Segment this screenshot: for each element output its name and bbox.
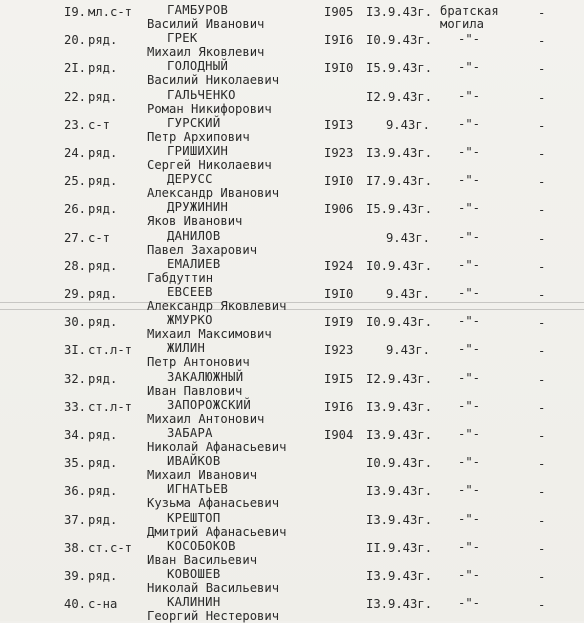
birth-year: I9I0 [324, 287, 354, 301]
surname: ЖИЛИН [167, 341, 206, 356]
list-item [0, 482, 584, 510]
burial-place: -"- [458, 229, 481, 244]
given-names: Петр Антонович [147, 355, 250, 370]
surname: ГУРСКИЙ [167, 115, 221, 130]
burial-place: -"- [458, 427, 481, 441]
surname: ИГНАТЬЕВ [167, 482, 229, 497]
death-date: I3.9.43г. [366, 399, 433, 414]
surname: ГОЛОДНЫЙ [167, 59, 229, 74]
birth-year: I9I6 [324, 33, 354, 48]
birth-year: I9I6 [324, 399, 354, 414]
rank: ряд. [88, 174, 118, 189]
list-item [0, 567, 584, 595]
surname: ДРУЖИНИН [167, 200, 229, 215]
list-item [0, 88, 584, 116]
record-number: 33. [64, 399, 87, 414]
remark-dash: - [538, 231, 546, 246]
remark-dash: - [538, 203, 546, 218]
given-names: Василий Иванович [147, 17, 265, 31]
given-names: Василий Николаевич [147, 73, 280, 88]
given-names: Иван Павлович [147, 383, 243, 398]
record-number: 40. [64, 597, 87, 612]
burial-place: -"- [458, 483, 481, 498]
list-item [0, 257, 584, 285]
burial-place: -"- [458, 596, 481, 611]
remark-dash: - [538, 34, 546, 49]
burial-place: -"- [458, 116, 481, 131]
remark-dash: - [538, 541, 546, 556]
record-number: 37. [64, 512, 87, 527]
given-names: Иван Васильевич [147, 552, 258, 567]
death-date: 9.43г. [385, 117, 430, 132]
surname: КРЕШТОП [167, 510, 221, 525]
death-date: I5.9.43г. [366, 61, 433, 76]
burial-place: -"- [458, 314, 481, 329]
rank: с-т [88, 230, 111, 245]
given-names: Павел Захарович [147, 242, 258, 257]
remark-dash: - [538, 62, 546, 77]
death-date: I3.9.43г. [366, 512, 433, 527]
death-date: I0.9.43г. [366, 258, 433, 273]
rank: ряд. [88, 258, 118, 273]
record-number: 27. [64, 230, 87, 245]
burial-place: -"- [458, 398, 481, 413]
list-item [0, 200, 584, 228]
death-date: 9.43г. [385, 287, 430, 301]
birth-year: I924 [324, 258, 354, 273]
birth-year: I923 [324, 146, 354, 160]
rank: ст.л-т [88, 343, 133, 358]
surname: КОВОШЕВ [167, 567, 221, 581]
burial-place: -"- [458, 511, 481, 526]
surname: КОСОБОКОВ [167, 538, 236, 553]
record-number: 25. [64, 174, 87, 189]
surname: ЗАБАРА [167, 426, 213, 440]
list-item [0, 454, 584, 482]
death-date: I3.9.43г. [366, 597, 433, 612]
rank: с-т [88, 117, 111, 132]
given-names: Габдуттин [147, 270, 214, 285]
surname: ДАНИЛОВ [167, 228, 221, 243]
death-date: 9.43г. [385, 230, 430, 245]
rank: ряд. [88, 202, 118, 217]
remark-dash: - [538, 457, 546, 472]
given-names: Яков Иванович [147, 214, 243, 229]
given-names: Сергей Николаевич [147, 158, 272, 172]
record-number: 39. [64, 569, 87, 583]
given-names: Николай Афанасьевич [147, 440, 287, 454]
remark-dash: - [538, 316, 546, 331]
list-item [0, 341, 584, 369]
surname: ЕВСЕЕВ [167, 285, 213, 299]
given-names: Михаил Иванович [147, 468, 258, 483]
burial-place: -"- [458, 568, 481, 582]
given-names: Михаил Антонович [147, 411, 265, 426]
burial-place: -"- [458, 32, 481, 47]
remark-dash: - [538, 259, 546, 274]
list-item [0, 59, 584, 87]
rank: ряд. [88, 61, 118, 76]
birth-year: I9I3 [324, 117, 354, 132]
given-names: Георгий Нестерович [147, 609, 280, 623]
record-number: 2I. [64, 61, 87, 76]
death-date: I3.9.43г. [366, 428, 433, 442]
rank: мл.с-т [88, 5, 133, 19]
record-number: 24. [64, 146, 87, 160]
rank: ряд. [88, 512, 118, 527]
burial-place: -"- [458, 60, 481, 75]
surname: ЗАКАЛЮЖНЫЙ [167, 369, 244, 384]
record-number: 22. [64, 89, 87, 104]
record-number: 34. [64, 428, 87, 442]
birth-year: I906 [324, 202, 354, 217]
list-item [0, 285, 584, 313]
list-item [0, 398, 584, 426]
death-date: I0.9.43г. [366, 456, 433, 471]
burial-place: -"- [458, 455, 481, 470]
rank: ряд. [88, 428, 118, 442]
list-item [0, 539, 584, 567]
burial-place: -"- [458, 173, 481, 188]
birth-year: I9I0 [324, 61, 354, 76]
record-number: 36. [64, 484, 87, 499]
rank: ст.л-т [88, 399, 133, 414]
given-names: Александр Яковлевич [147, 299, 287, 313]
record-number: I9. [64, 5, 87, 19]
birth-year: I905 [324, 5, 354, 19]
burial-place: -"- [458, 286, 481, 300]
burial-place: -"- [458, 342, 481, 357]
surname: ЗАПОРОЖСКИЙ [167, 397, 252, 412]
surname: ГАМБУРОВ [167, 3, 229, 17]
rank: ряд. [88, 315, 118, 330]
rank: ряд. [88, 33, 118, 48]
surname: ГРЕК [167, 31, 198, 46]
rank: с-на [88, 597, 118, 612]
list-item [0, 426, 584, 454]
list-item [0, 313, 584, 341]
burial-place: -"- [458, 257, 481, 272]
surname: ИВАЙКОВ [167, 454, 221, 469]
given-names: Петр Архипович [147, 129, 250, 144]
given-names: Роман Никифорович [147, 101, 272, 116]
death-date: I0.9.43г. [366, 315, 433, 330]
rank: ряд. [88, 569, 118, 583]
remark-dash: - [538, 372, 546, 387]
given-names: Александр Иванович [147, 186, 280, 201]
burial-place: -"- [458, 201, 481, 216]
rank: ряд. [88, 146, 118, 160]
record-number: 23. [64, 117, 87, 132]
rank: ряд. [88, 371, 118, 386]
burial-place: -"- [458, 145, 481, 159]
death-date: 9.43г. [385, 343, 430, 358]
death-date: I3.9.43г. [366, 146, 433, 160]
burial-place: -"- [458, 88, 481, 103]
death-date: I3.9.43г. [366, 5, 433, 19]
burial-place: братская могила [440, 4, 499, 31]
record-number: 38. [64, 540, 87, 555]
record-number: 26. [64, 202, 87, 217]
death-date: I5.9.43г. [366, 202, 433, 217]
list-item [0, 144, 584, 172]
given-names: Михаил Максимович [147, 327, 272, 342]
surname: ЖМУРКО [167, 313, 213, 328]
birth-year: I9I0 [324, 174, 354, 189]
death-date: I2.9.43г. [366, 371, 433, 386]
record-number: 3I. [64, 343, 87, 358]
remark-dash: - [538, 344, 546, 359]
death-date: I7.9.43г. [366, 174, 433, 189]
record-number: 28. [64, 258, 87, 273]
death-date: I3.9.43г. [366, 569, 433, 583]
remark-dash: - [538, 400, 546, 415]
rank: ряд. [88, 456, 118, 471]
death-date: II.9.43г. [366, 540, 433, 555]
remark-dash: - [538, 513, 546, 528]
record-number: 35. [64, 456, 87, 471]
remark-dash: - [538, 570, 546, 584]
birth-year: I923 [324, 343, 354, 358]
rank: ряд. [88, 484, 118, 499]
given-names: Николай Васильевич [147, 581, 280, 595]
list-item [0, 172, 584, 200]
remark-dash: - [538, 147, 546, 161]
death-date: I3.9.43г. [366, 484, 433, 499]
record-number: 20. [64, 33, 87, 48]
remark-dash: - [538, 485, 546, 500]
birth-year: I9I9 [324, 315, 354, 330]
record-number: 32. [64, 371, 87, 386]
surname: ГАЛЬЧЕНКО [167, 87, 236, 102]
birth-year: I9I5 [324, 371, 354, 386]
remark-dash: - [538, 429, 546, 443]
list-item [0, 370, 584, 398]
given-names: Кузьма Афанасьевич [147, 496, 280, 511]
burial-place: -"- [458, 370, 481, 385]
burial-place: -"- [458, 539, 481, 554]
remark-dash: - [538, 598, 546, 613]
remark-dash: - [538, 6, 546, 20]
record-number: 30. [64, 315, 87, 330]
given-names: Дмитрий Афанасьевич [147, 524, 287, 539]
death-date: I2.9.43г. [366, 89, 433, 104]
surname: ЕМАЛИЕВ [167, 256, 221, 271]
surname: ГРИШИХИН [167, 144, 229, 158]
record-number: 29. [64, 287, 87, 301]
surname: КАЛИНИН [167, 595, 221, 610]
remark-dash: - [538, 288, 546, 302]
list-item [0, 116, 584, 144]
rank: ст.с-т [88, 540, 133, 555]
list-item [0, 595, 584, 623]
remark-dash: - [538, 118, 546, 133]
birth-year: I904 [324, 428, 354, 442]
list-item [0, 229, 584, 257]
rank: ряд. [88, 89, 118, 104]
list-item [0, 31, 584, 59]
remark-dash: - [538, 90, 546, 105]
rank: ряд. [88, 287, 118, 301]
given-names: Михаил Яковлевич [147, 45, 265, 60]
remark-dash: - [538, 175, 546, 190]
list-item [0, 3, 584, 31]
death-date: I0.9.43г. [366, 33, 433, 48]
surname: ДЕРУСС [167, 172, 213, 187]
list-item [0, 511, 584, 539]
